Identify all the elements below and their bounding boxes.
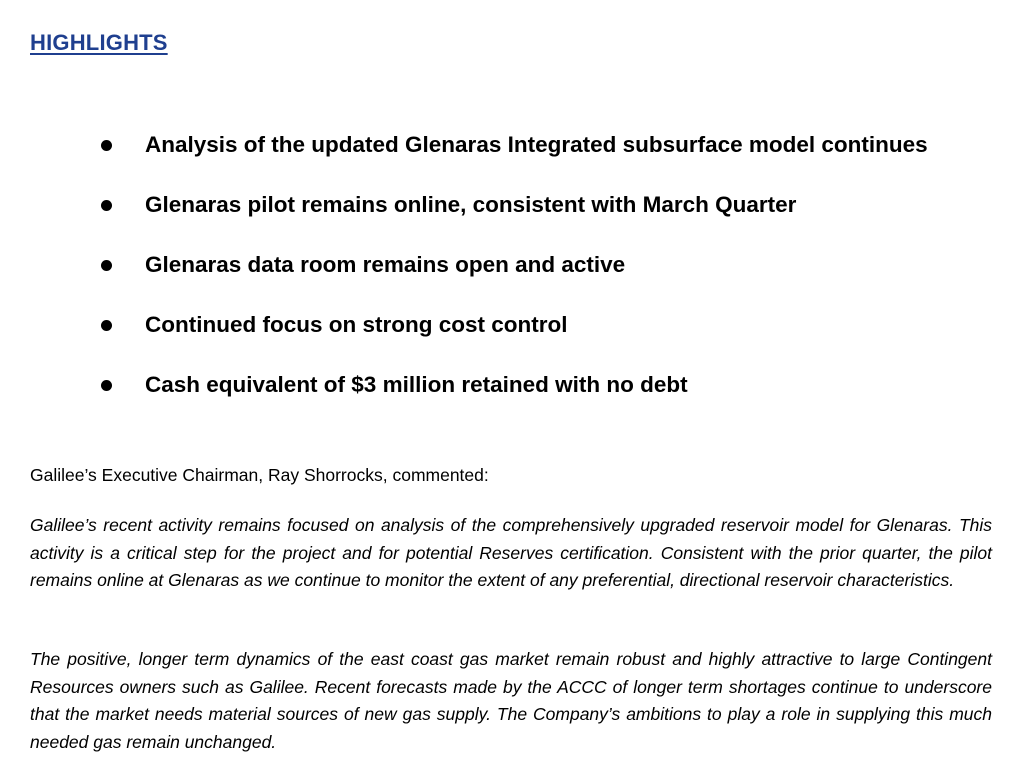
list-item bbox=[0, 248, 1024, 308]
bullet-text: Cash equivalent of $3 million retained with no debt bbox=[145, 372, 688, 397]
bullet-icon bbox=[101, 140, 112, 151]
bullet-text: Analysis of the updated Glenaras Integrated subsurface model continues bbox=[145, 132, 928, 157]
highlights-list bbox=[0, 128, 1024, 428]
bullet-icon bbox=[101, 380, 112, 391]
bullet-icon bbox=[101, 320, 112, 331]
bullet-text: Glenaras data room remains open and active bbox=[145, 252, 626, 277]
list-item bbox=[0, 368, 1024, 428]
bullet-icon bbox=[101, 200, 112, 211]
list-item bbox=[0, 308, 1024, 368]
chairman-intro: Galilee’s Executive Chairman, Ray Shorrocks, commented: bbox=[30, 465, 489, 485]
list-item bbox=[0, 188, 1024, 248]
list-item bbox=[0, 128, 1024, 188]
bullet-icon bbox=[101, 260, 112, 271]
bullet-text: Continued focus on strong cost control bbox=[145, 312, 568, 337]
bullet-text: Glenaras pilot remains online, consistent with March Quarter bbox=[145, 192, 797, 217]
quote-paragraph-2: The positive, longer term dynamics of the east coast gas market remain robust and highly attractive to large Contingent Resources owners such as Galilee. Recent forecasts made by the ACCC of longer term shortages continue to underscore that the market needs material sources of new gas supply. The Company’s ambitions to play a role in supplying this much needed gas remain unchanged. bbox=[30, 649, 992, 752]
quote-paragraph-1: Galilee’s recent activity remains focused on analysis of the comprehensively upgraded reservoir model for Glenaras. This activity is a critical step for the project and for potential Reserves certification. Consistent with the prior quarter, the pilot remains online at Glenaras as we continue to monitor the extent of any preferential, directional reservoir characteristics. bbox=[30, 515, 992, 590]
highlights-heading: HIGHLIGHTS bbox=[30, 30, 168, 55]
